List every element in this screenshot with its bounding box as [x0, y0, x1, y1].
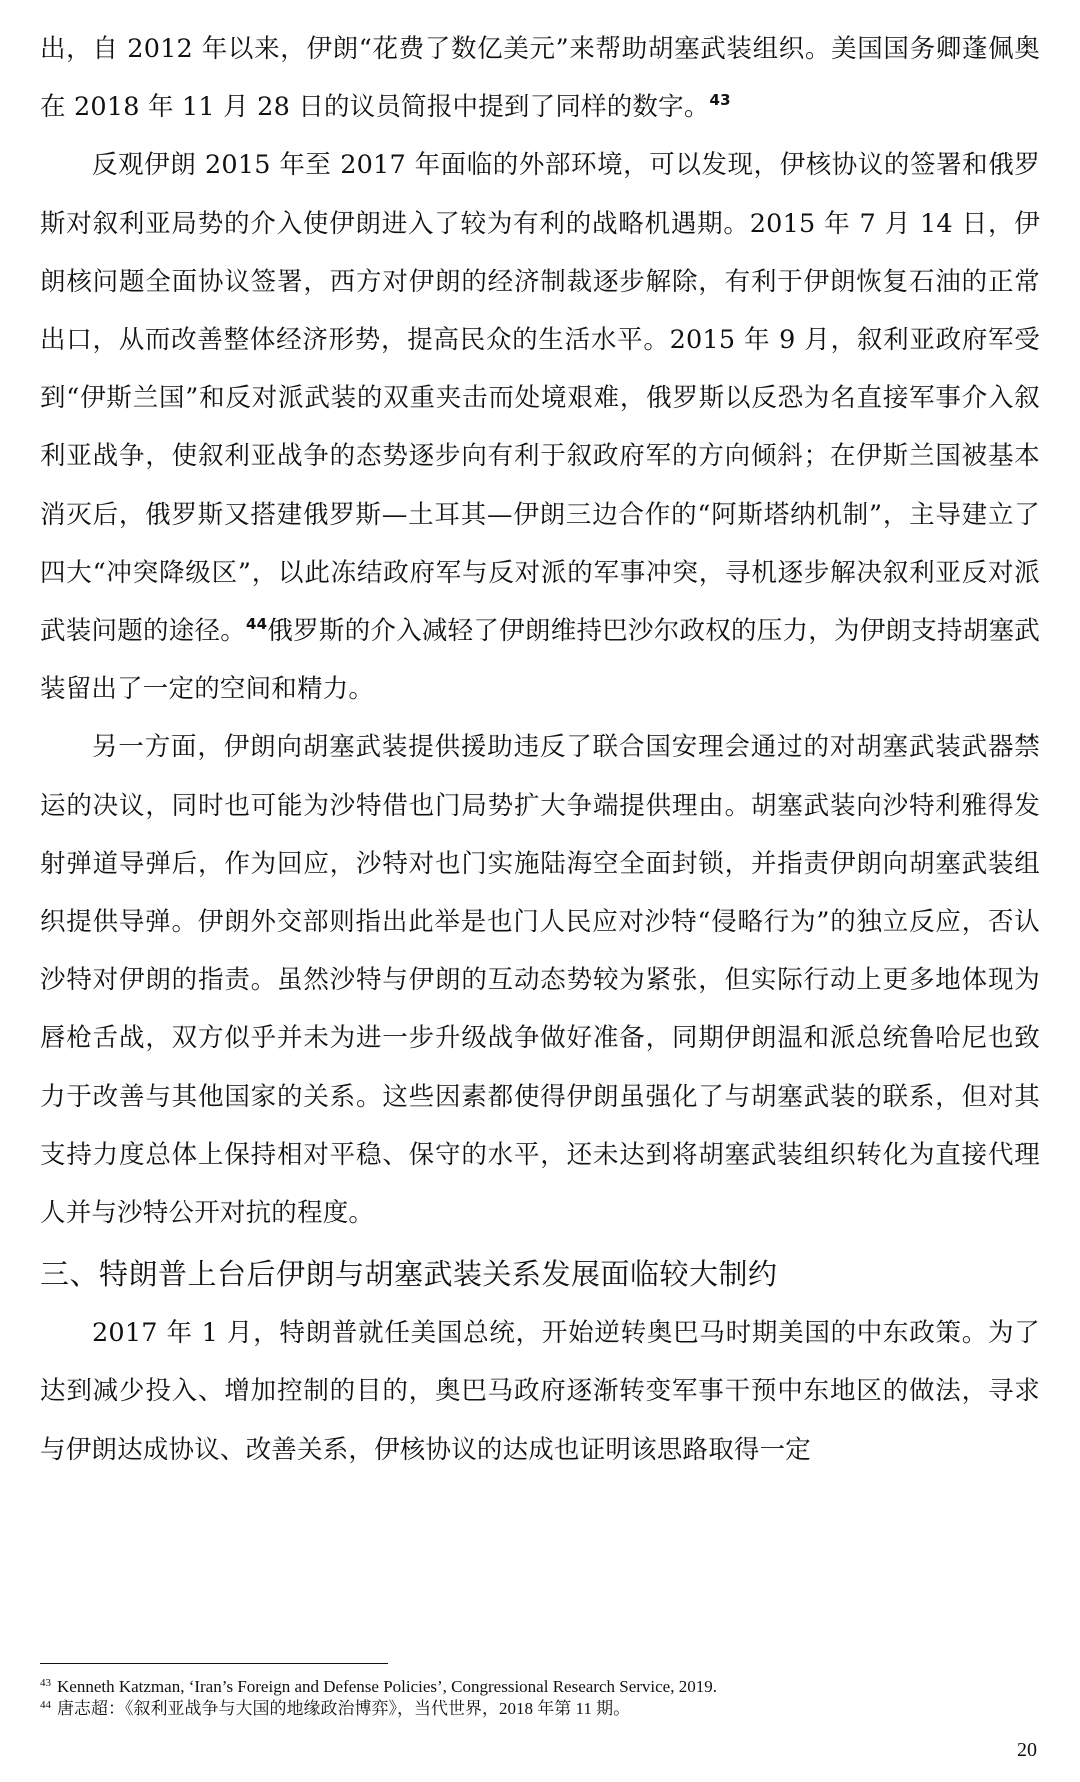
footnote-number: 44	[40, 1699, 51, 1711]
footnote-text: 唐志超：《叙利亚战争与大国的地缘政治博弈》，当代世界，2018 年第 11 期。	[57, 1699, 631, 1718]
main-text	[40, 20, 1040, 1479]
paragraph-2	[40, 136, 1040, 718]
footnote-44	[40, 1698, 1040, 1720]
footnote-text: Kenneth Katzman, ‘Iran’s Foreign and Defense Policies’, Congressional Research Service, 2019.	[57, 1677, 717, 1696]
footnote-number: 43	[40, 1677, 51, 1689]
footnote-separator	[40, 1663, 388, 1664]
footnotes	[40, 1676, 1040, 1720]
page-number: 20	[1017, 1739, 1037, 1761]
paragraph-1	[40, 20, 1040, 136]
footnote-ref-43[interactable]: 43	[709, 91, 731, 110]
paragraph-4: 2017 年 1 月，特朗普就任美国总统，开始逆转奥巴马时期美国的中东政策。为了达到减少投入、增加控制的目的，奥巴马政府逐渐转变军事干预中东地区的做法，寻求与伊朗达成协议、改善关系，伊核协议的达成也证明该思路取得一定	[40, 1318, 1040, 1465]
section-heading: 三、特朗普上台后伊朗与胡塞武装关系发展面临较大制约	[40, 1257, 778, 1292]
paragraph-1-text: 出，自 2012 年以来，伊朗“花费了数亿美元”来帮助胡塞武装组织。美国国务卿蓬佩奥在 2018 年 11 月 28 日的议员简报中提到了同样的数字。	[40, 34, 1040, 123]
paragraph-2-text-a: 反观伊朗 2015 年至 2017 年面临的外部环境，可以发现，伊核协议的签署和俄罗斯对叙利亚局势的介入使伊朗进入了较为有利的战略机遇期。2015 年 7 月 14 日，伊朗核问题全面协议签署，西方对伊朗的经济制裁逐步解除，有利于伊朗恢复石油的正常出口，从而改善整体经济形势，提高民众的生活水平。2015 年 9 月，叙利亚政府军受到“伊斯兰国”和反对派武装的双重夹击而处境艰难，俄罗斯以反恐为名直接军事介入叙利亚战争，使叙利亚战争的态势逐步向有利于叙政府军的方向倾斜；在伊斯兰国被基本消灭后，俄罗斯又搭建俄罗斯—土耳其—伊朗三边合作的“阿斯塔纳机制”，主导建立了四大“冲突降级区”，以此冻结政府军与反对派的军事冲突，寻机逐步解决叙利亚反对派武装问题的途径。	[40, 150, 1040, 647]
footnote-ref-44[interactable]: 44	[246, 615, 268, 634]
footnote-43	[40, 1676, 1040, 1698]
paragraph-2-text-b: 俄罗斯的介入减轻了伊朗维持巴沙尔政权的压力，为伊朗支持胡塞武装留出了一定的空间和精力。	[40, 616, 1040, 705]
paragraph-3: 另一方面，伊朗向胡塞武装提供援助违反了联合国安理会通过的对胡塞武装武器禁运的决议，同时也可能为沙特借也门局势扩大争端提供理由。胡塞武装向沙特利雅得发射弹道导弹后，作为回应，沙特对也门实施陆海空全面封锁，并指责伊朗向胡塞武装组织提供导弹。伊朗外交部则指出此举是也门人民应对沙特“侵略行为”的独立反应，否认沙特对伊朗的指责。虽然沙特与伊朗的互动态势较为紧张，但实际行动上更多地体现为唇枪舌战，双方似乎并未为进一步升级战争做好准备，同期伊朗温和派总统鲁哈尼也致力于改善与其他国家的关系。这些因素都使得伊朗虽强化了与胡塞武装的联系，但对其支持力度总体上保持相对平稳、保守的水平，还未达到将胡塞武装组织转化为直接代理人并与沙特公开对抗的程度。	[40, 732, 1040, 1229]
